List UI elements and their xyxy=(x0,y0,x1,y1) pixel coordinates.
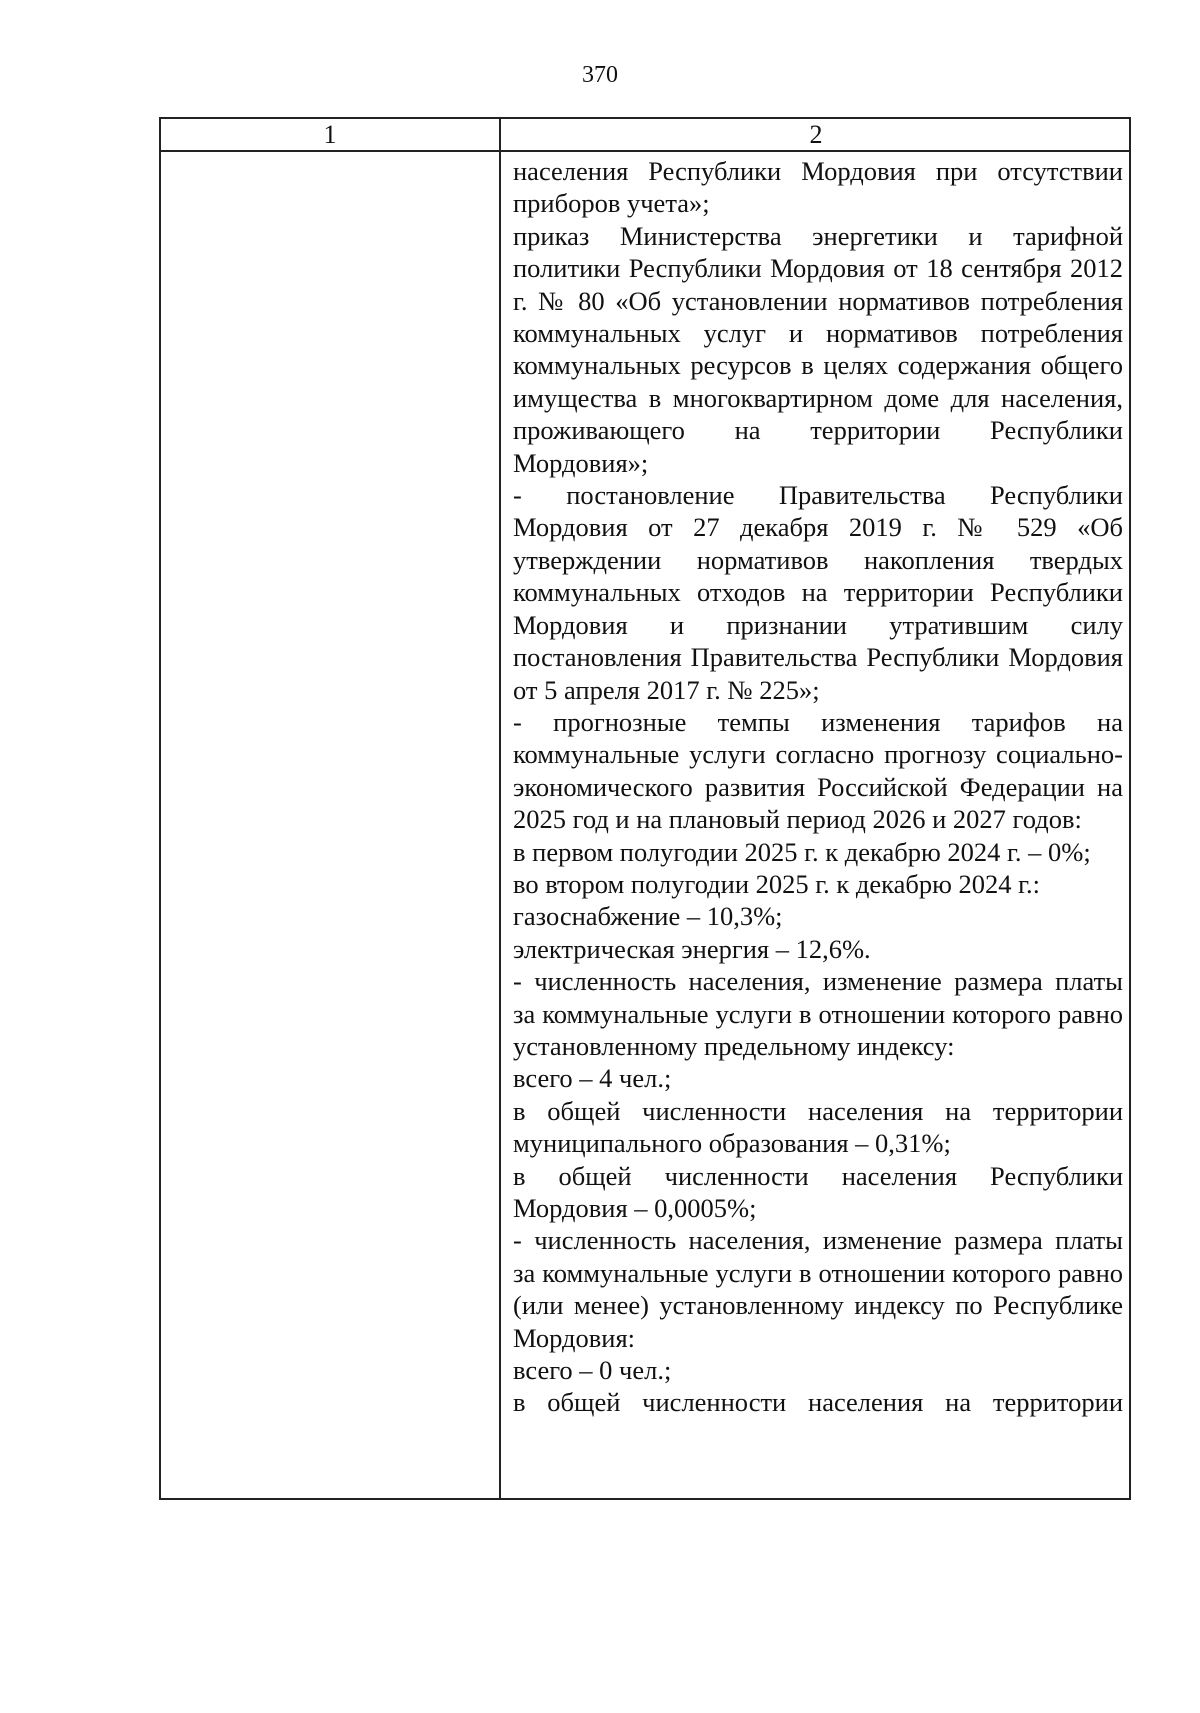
paragraph: приказ Министерства энергетики и тарифной политики Республики Мордовия от 18 сентября 2012 г. № 80 «Об установлении нормативов потребления коммунальных услуг и нормативов потребления коммунальных ресурсов в целях содержания общего имущества в многоквартирном доме для населения, проживающего на территории Республики Мордовия»; xyxy=(513,220,1123,478)
column-divider xyxy=(499,119,501,1498)
paragraph: в общей численности населения на территории xyxy=(513,1387,1123,1418)
paragraph: всего – 4 чел.; xyxy=(513,1063,672,1094)
paragraph: населения Республики Мордовия при отсутствии приборов учета»; xyxy=(513,156,1123,219)
paragraph: - численность населения, изменение размера платы за коммунальные услуги в отношении которого равно установленному предельному индексу: xyxy=(513,966,1123,1061)
column-header-2: 2 xyxy=(809,120,823,149)
paragraph: в первом полугодии 2025 г. к декабрю 2024 г. – 0%; xyxy=(513,836,1091,867)
paragraph: - постановление Правительства Республики Мордовия от 27 декабря 2019 г. № 529 «Об утверждении нормативов накопления твердых коммунальных отходов на территории Республики Мордовия и признании утратившим силу постановления Правительства Республики Мордовия от 5 апреля 2017 г. № 225»; xyxy=(513,480,1123,705)
paragraph: во втором полугодии 2025 г. к декабрю 2024 г.: xyxy=(513,868,1041,899)
table-cell-column-2 xyxy=(513,155,1123,1419)
paragraph: в общей численности населения на территории муниципального образования – 0,31%; xyxy=(513,1095,1123,1159)
paragraph: всего – 0 чел.; xyxy=(513,1355,672,1386)
table-header-row xyxy=(161,119,1129,152)
document-table xyxy=(159,117,1131,1500)
paragraph: электрическая энергия – 12,6%. xyxy=(513,933,871,964)
paragraph: - прогнозные темпы изменения тарифов на коммунальные услуги согласно прогнозу социально-экономического развития Российской Федерации на 2025 год и на плановый период 2026 и 2027 годов: xyxy=(513,706,1123,835)
paragraph: газоснабжение – 10,3%; xyxy=(513,901,783,932)
column-header-1: 1 xyxy=(323,120,337,149)
paragraph: - численность населения, изменение размера платы за коммунальные услуги в отношении которого равно (или менее) установленному индексу по Республике Мордовия: xyxy=(513,1225,1123,1353)
paragraph: в общей численности населения Республики Мордовия – 0,0005%; xyxy=(513,1160,1123,1223)
page-number: 370 xyxy=(582,62,618,88)
